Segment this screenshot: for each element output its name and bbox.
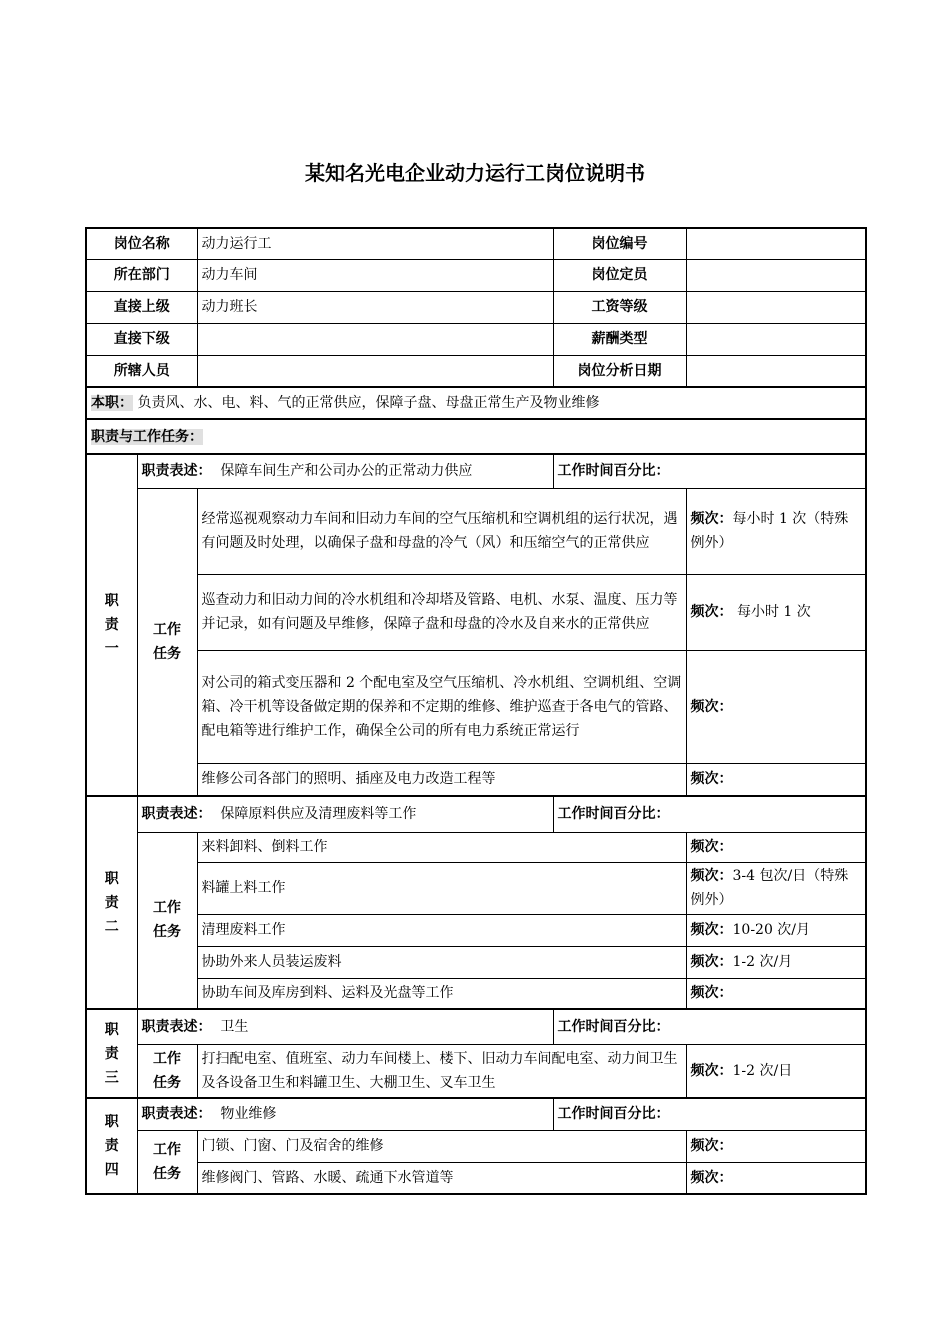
duty1-stmt-label: 职责表述： (141, 463, 212, 480)
job-description-table (85, 227, 867, 1195)
duty3-pct: 工作时间百分比： (553, 1009, 866, 1044)
duty2-task1: 来料卸料、倒料工作 (197, 832, 686, 862)
duty3-freq1-value: 1-2 次/日 (732, 1062, 793, 1079)
duty4-name-text: 职责四 (104, 1114, 119, 1178)
duty1-task-label-text: 工作任务 (153, 621, 181, 662)
duty2-name (86, 796, 137, 1009)
duty3-freq1 (686, 1044, 866, 1098)
duty1-task1: 经常巡视观察动力车间和旧动力车间的空气压缩机和空调机组的运行状况，遇有问题及时处理，以确保子盘和母盘的冷气（风）和压缩空气的正常供应 (197, 488, 686, 574)
value-department: 动力车间 (197, 259, 553, 291)
duty2-freq1 (686, 832, 866, 862)
freq-label: 频次： (690, 604, 733, 620)
duty2-statement (137, 796, 553, 832)
duty2-task2: 料罐上料工作 (197, 862, 686, 914)
duty2-task-label-text: 工作任务 (153, 900, 181, 941)
duty4-freq2 (686, 1162, 866, 1194)
freq-label: 频次： (690, 1062, 733, 1079)
duty4-task-label (137, 1130, 197, 1194)
duties-header-row (86, 419, 866, 454)
freq-label: 频次： (690, 771, 733, 788)
duty4-stmt-label: 职责表述： (141, 1106, 212, 1123)
freq-label: 频次： (690, 1138, 733, 1154)
label-position-name: 岗位名称 (86, 228, 197, 259)
duty4-pct: 工作时间百分比： (553, 1098, 866, 1130)
duty1-name-text: 职责一 (104, 593, 119, 657)
label-department: 所在部门 (86, 259, 197, 291)
value-staff (197, 355, 553, 387)
duty1-freq2-value: 每小时 1 次 (732, 604, 811, 620)
duty2-freq4-value: 1-2 次/月 (732, 954, 793, 970)
duty4-stmt-text: 物业维修 (220, 1106, 277, 1123)
duty3-name-text: 职责三 (104, 1021, 119, 1086)
freq-label: 频次： (690, 1169, 733, 1186)
freq-label: 频次： (690, 839, 733, 855)
label-position-code: 岗位编号 (553, 228, 686, 259)
duty1-name (86, 454, 137, 796)
duty3-task1: 打扫配电室、值班室、动力车间楼上、楼下、旧动力车间配电室、动力间卫生及各设备卫生和料罐卫生、大棚卫生、叉车卫生 (197, 1044, 686, 1098)
duty2-freq3-value: 10-20 次/月 (732, 922, 811, 938)
value-position-code (686, 228, 866, 259)
duty2-freq2-value: 3-4 包次/日（特殊例外） (690, 868, 849, 908)
value-salary-grade (686, 291, 866, 323)
duty1-pct: 工作时间百分比： (553, 454, 866, 488)
duty3-task-label (137, 1044, 197, 1098)
label-supervisor: 直接上级 (86, 291, 197, 323)
freq-label: 频次： (690, 511, 733, 527)
duty3-task-label-text: 工作任务 (153, 1050, 181, 1091)
duty2-name-text: 职责二 (104, 870, 119, 935)
duty1-stmt-text: 保障车间生产和公司办公的正常动力供应 (220, 463, 473, 480)
label-salary-grade: 工资等级 (553, 291, 686, 323)
duty4-task1: 门锁、门窗、门及宿舍的维修 (197, 1130, 686, 1162)
freq-label: 频次： (690, 922, 733, 938)
duties-header: 职责与工作任务： (91, 428, 203, 445)
duty1-task2: 巡查动力和旧动力间的冷水机组和冷却塔及管路、电机、水泵、温度、压力等并记录，如有问题及早维修，保障子盘和母盘的冷水及自来水的正常供应 (197, 574, 686, 650)
duty4-name (86, 1098, 137, 1194)
duty1-task-label (137, 488, 197, 796)
label-staff: 所辖人员 (86, 355, 197, 387)
duty4-statement (137, 1098, 553, 1130)
value-pay-type (686, 323, 866, 355)
duty4-freq1 (686, 1130, 866, 1162)
page-title: 某知名光电企业动力运行工岗位说明书 (305, 161, 645, 185)
duty3-statement (137, 1009, 553, 1044)
duty3-stmt-label: 职责表述： (141, 1018, 212, 1035)
duty1-freq1 (686, 488, 866, 574)
main-duty-text: 负责风、水、电、料、气的正常供应，保障子盘、母盘正常生产及物业维修 (137, 395, 600, 411)
duty2-freq3 (686, 914, 866, 946)
duty1-freq4 (686, 763, 866, 796)
duty2-freq2 (686, 862, 866, 914)
value-analysis-date (686, 355, 866, 387)
label-subordinate: 直接下级 (86, 323, 197, 355)
value-subordinate (197, 323, 553, 355)
duty1-statement (137, 454, 553, 488)
duty2-freq5 (686, 978, 866, 1009)
value-supervisor: 动力班长 (197, 291, 553, 323)
main-duty-row (86, 387, 866, 419)
duty1-task3: 对公司的箱式变压器和 2 个配电室及空气压缩机、冷水机组、空调机组、空调箱、冷干机等设备做定期的保养和不定期的维修、维护巡查于各电气的管路、配电箱等进行维护工作，确保全公司的所有电力系统正常运行 (197, 650, 686, 763)
duty1-freq2 (686, 574, 866, 650)
duty2-stmt-label: 职责表述： (141, 806, 212, 823)
freq-label: 频次： (690, 868, 733, 884)
duty4-task2: 维修阀门、管路、水暖、疏通下水管道等 (197, 1162, 686, 1194)
duty1-freq1-value: 每小时 1 次（特殊例外） (690, 511, 849, 551)
label-analysis-date: 岗位分析日期 (553, 355, 686, 387)
value-position-name: 动力运行工 (197, 228, 553, 259)
main-duty-label: 本职： (91, 395, 133, 411)
duty3-name (86, 1009, 137, 1098)
duty2-task-label (137, 832, 197, 1009)
freq-label: 频次： (690, 954, 733, 970)
label-headcount: 岗位定员 (553, 259, 686, 291)
value-headcount (686, 259, 866, 291)
label-pay-type: 薪酬类型 (553, 323, 686, 355)
duty2-task3: 清理废料工作 (197, 914, 686, 946)
duty3-stmt-text: 卫生 (220, 1018, 249, 1035)
duty4-task-label-text: 工作任务 (153, 1141, 181, 1182)
freq-label: 频次： (690, 698, 733, 715)
freq-label: 频次： (690, 985, 733, 1002)
duty2-stmt-text: 保障原料供应及清理废料等工作 (220, 806, 417, 823)
duty2-task4: 协助外来人员装运废料 (197, 946, 686, 978)
duty2-task5: 协助车间及库房到料、运料及光盘等工作 (197, 978, 686, 1009)
duty1-freq3 (686, 650, 866, 763)
duty2-freq4 (686, 946, 866, 978)
duty1-task4: 维修公司各部门的照明、插座及电力改造工程等 (197, 763, 686, 796)
duty2-pct: 工作时间百分比： (553, 796, 866, 832)
